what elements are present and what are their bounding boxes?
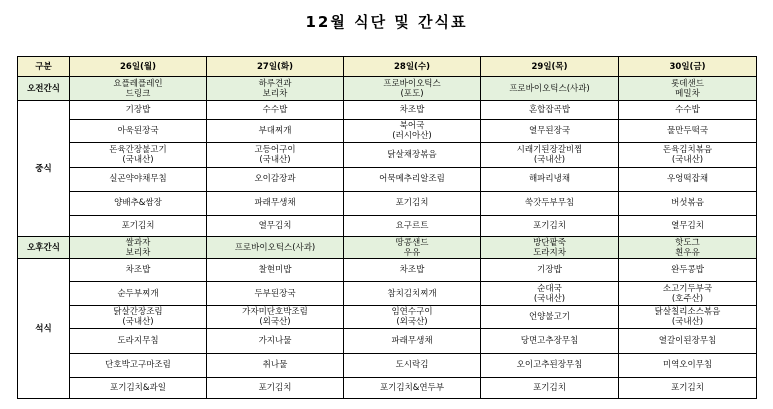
day-header: 26일(월) [70, 57, 207, 77]
menu-item-text: 기장밥 [125, 105, 151, 116]
menu-cell [70, 329, 207, 353]
menu-item-text: 북어국 [399, 121, 425, 132]
menu-item-text: 도시락김 [395, 360, 429, 371]
menu-cell [70, 167, 207, 191]
menu-item-text: 닭살간장조림 [113, 307, 163, 318]
menu-cell [619, 329, 757, 353]
menu-cell [70, 120, 207, 143]
day-header: 29일(목) [481, 57, 619, 77]
day-header: 30일(금) [619, 57, 757, 77]
menu-cell [619, 191, 757, 215]
menu-item-text: 포기김치 [258, 382, 292, 393]
menu-cell [619, 167, 757, 191]
menu-item-text: 단호박고구마조림 [105, 360, 171, 371]
menu-cell [70, 215, 207, 236]
menu-cell [207, 259, 344, 282]
menu-item-text: 양배추&쌈장 [114, 198, 162, 209]
menu-cell [481, 306, 619, 329]
dinner-row [18, 329, 757, 353]
menu-cell [344, 143, 481, 167]
menu-item-text: 당면고추장무침 [520, 336, 579, 347]
menu-cell [207, 282, 344, 306]
menu-item-text: 포기김치 [533, 220, 566, 231]
menu-cell [344, 167, 481, 191]
lunch-row [18, 215, 757, 236]
menu-item-text: 시래기된장갈비찜 [516, 144, 583, 155]
menu-item-text: 고등어구이 [254, 144, 296, 155]
menu-cell [619, 259, 757, 282]
menu-item-text: 돈육간장불고기 [109, 144, 167, 155]
menu-item-text: 해파리냉채 [528, 174, 571, 185]
menu-cell [207, 329, 344, 353]
menu-item-text: (러시아산) [392, 131, 432, 142]
menu-item-text: 드링크 [125, 88, 151, 99]
menu-item-text: (국내산) [671, 154, 704, 165]
menu-cell [70, 77, 207, 101]
menu-item-text: 도라지무침 [117, 336, 159, 347]
menu-item-text: 쑥갓두부무침 [524, 198, 575, 209]
menu-item-text: 차조밥 [125, 265, 151, 276]
menu-cell [344, 101, 481, 120]
menu-item-text: (국내산) [533, 293, 566, 304]
menu-item-text: 차조밥 [399, 105, 425, 116]
menu-item-text: (포도) [400, 88, 424, 99]
menu-item-text: 요플레플레인 [113, 78, 163, 89]
menu-cell [344, 77, 481, 101]
dinner-row [18, 259, 757, 282]
menu-item-text: 두부된장국 [254, 288, 296, 299]
menu-cell [70, 306, 207, 329]
lunch-row [18, 191, 757, 215]
menu-item-text: 닭살채장볶음 [387, 149, 437, 160]
menu-item-text: 어묵메추리알조림 [379, 174, 445, 185]
menu-cell [70, 101, 207, 120]
menu-item-text: 버섯볶음 [671, 198, 704, 209]
menu-cell [70, 191, 207, 215]
menu-item-text: 부대찌개 [258, 126, 292, 137]
menu-item-text: 언양불고기 [528, 312, 571, 323]
menu-cell [207, 167, 344, 191]
menu-cell [481, 77, 619, 101]
menu-cell [207, 353, 344, 377]
menu-item-text: 포기김치&연두부 [379, 382, 445, 393]
menu-item-text: (국내산) [259, 154, 291, 165]
meal-label: 중식 [18, 101, 70, 237]
menu-item-text: 차조밥 [399, 265, 425, 276]
menu-cell [481, 101, 619, 120]
menu-item-text: 미역오이무침 [662, 360, 713, 371]
menu-item-text: 프로바이오틱스(사과) [509, 83, 590, 94]
menu-cell [481, 167, 619, 191]
menu-item-text: (외국산) [396, 317, 428, 328]
menu-cell [481, 191, 619, 215]
menu-item-text: 기장밥 [537, 265, 562, 276]
menu-item-text: 롯데샌드 [671, 78, 704, 89]
category-header: 구분 [18, 57, 70, 77]
menu-item-text: 방단팥죽 [533, 237, 566, 248]
lunch-row [18, 101, 757, 120]
menu-cell [619, 306, 757, 329]
menu-cell [344, 306, 481, 329]
menu-item-text: 열무된장국 [528, 126, 571, 137]
pm-snack-row [18, 236, 757, 258]
menu-cell [344, 191, 481, 215]
menu-item-text: 오이고추된장무침 [516, 360, 583, 371]
menu-cell [481, 282, 619, 306]
menu-item-text: 파래무생채 [254, 198, 296, 209]
menu-cell [70, 282, 207, 306]
dinner-row [18, 282, 757, 306]
menu-item-text: 포기김치 [121, 220, 155, 231]
menu-item-text: 소고기두부국 [662, 283, 713, 294]
menu-item-text: 수수밥 [262, 105, 288, 116]
menu-cell [344, 259, 481, 282]
menu-item-text: 포기김치 [671, 382, 704, 393]
menu-item-text: 열무김치 [671, 220, 704, 231]
menu-cell [619, 236, 757, 258]
menu-item-text: 메밀차 [675, 88, 700, 99]
menu-cell [619, 282, 757, 306]
menu-item-text: 포기김치 [533, 382, 566, 393]
am-snack-row [18, 77, 757, 101]
header-row [18, 57, 757, 77]
menu-item-text: 프로바이오틱스 [383, 78, 441, 89]
menu-cell [344, 215, 481, 236]
menu-cell [70, 377, 207, 398]
menu-item-text: 임연수구이 [391, 307, 433, 318]
menu-cell [481, 236, 619, 258]
menu-item-text: 완두콩밥 [671, 265, 704, 276]
menu-cell [70, 353, 207, 377]
menu-cell [207, 377, 344, 398]
menu-item-text: 우엉떡잡채 [666, 174, 709, 185]
menu-cell [344, 120, 481, 143]
menu-cell [207, 306, 344, 329]
lunch-row [18, 167, 757, 191]
lunch-row [18, 143, 757, 167]
menu-item-text: 보리차 [262, 88, 288, 99]
menu-cell [344, 353, 481, 377]
meal-label: 오후간식 [18, 236, 70, 258]
menu-item-text: 실곤약야채무침 [109, 174, 167, 185]
dinner-row [18, 306, 757, 329]
menu-item-text: 취나물 [262, 360, 288, 371]
menu-cell [481, 329, 619, 353]
menu-cell [619, 353, 757, 377]
menu-item-text: 찰현미밥 [258, 265, 292, 276]
menu-item-text: 물만두떡국 [666, 126, 709, 137]
menu-item-text: 핫도그 [675, 237, 700, 248]
menu-cell [344, 236, 481, 258]
menu-cell [70, 259, 207, 282]
meal-label: 오전간식 [18, 77, 70, 101]
day-header: 28일(수) [344, 57, 481, 77]
menu-cell [619, 77, 757, 101]
menu-cell [207, 120, 344, 143]
menu-cell [70, 236, 207, 258]
menu-item-text: 가자미단호박조림 [242, 307, 308, 318]
menu-item-text: 참치김치찌개 [387, 288, 437, 299]
menu-cell [207, 215, 344, 236]
menu-cell [619, 101, 757, 120]
menu-cell [619, 143, 757, 167]
dinner-row [18, 377, 757, 398]
menu-item-text: 흰우유 [675, 247, 700, 258]
lunch-row [18, 120, 757, 143]
menu-item-text: 혼합잡곡밥 [528, 105, 571, 116]
menu-cell [344, 282, 481, 306]
menu-item-text: 가지나물 [258, 336, 292, 347]
menu-cell [481, 143, 619, 167]
day-header: 27일(화) [207, 57, 344, 77]
menu-table [17, 56, 757, 399]
menu-item-text: (국내산) [671, 317, 704, 328]
menu-item-text: 열갈이된장무침 [658, 336, 717, 347]
menu-item-text: 아욱된장국 [117, 126, 159, 137]
menu-item-text: (국내산) [122, 317, 154, 328]
menu-cell [481, 259, 619, 282]
menu-cell [70, 143, 207, 167]
menu-item-text: 열무김치 [258, 220, 292, 231]
menu-item-text: 순두부찌개 [117, 288, 159, 299]
menu-cell [207, 236, 344, 258]
menu-cell [344, 377, 481, 398]
menu-item-text: 오이감장과 [254, 174, 296, 185]
menu-item-text: (외국산) [259, 317, 291, 328]
menu-item-text: 땅콩샌드 [395, 237, 429, 248]
menu-item-text: (국내산) [122, 154, 154, 165]
menu-cell [481, 215, 619, 236]
menu-item-text: 순대국 [537, 283, 562, 294]
menu-item-text: 프로바이오틱스(사과) [234, 242, 316, 253]
menu-item-text: 닭살칠리소스볶음 [654, 307, 721, 318]
menu-cell [207, 77, 344, 101]
menu-cell [619, 120, 757, 143]
menu-cell [481, 353, 619, 377]
menu-cell [619, 377, 757, 398]
menu-cell [207, 143, 344, 167]
menu-item-text: 포기김치 [395, 198, 429, 209]
menu-item-text: 수수밥 [675, 105, 700, 116]
menu-item-text: (국내산) [533, 154, 566, 165]
menu-item-text: 쌀과자 [125, 237, 151, 248]
menu-cell [207, 101, 344, 120]
menu-item-text: 포기김치&과일 [110, 382, 166, 393]
menu-item-text: 보리차 [125, 247, 151, 258]
menu-item-text: 돈육김치볶음 [662, 144, 713, 155]
menu-item-text: 도라지차 [533, 247, 566, 258]
page-title: 12월 식단 및 간식표 [305, 13, 468, 31]
menu-item-text: 하루견과 [258, 78, 292, 89]
menu-cell [207, 191, 344, 215]
menu-cell [481, 120, 619, 143]
menu-cell [481, 377, 619, 398]
dinner-row [18, 353, 757, 377]
menu-cell [619, 215, 757, 236]
meal-label: 석식 [18, 259, 70, 399]
menu-item-text: (호주산) [671, 293, 704, 304]
menu-cell [344, 329, 481, 353]
menu-item-text: 우유 [403, 247, 421, 258]
menu-item-text: 요구르트 [395, 220, 429, 231]
menu-item-text: 파래무생채 [391, 336, 433, 347]
